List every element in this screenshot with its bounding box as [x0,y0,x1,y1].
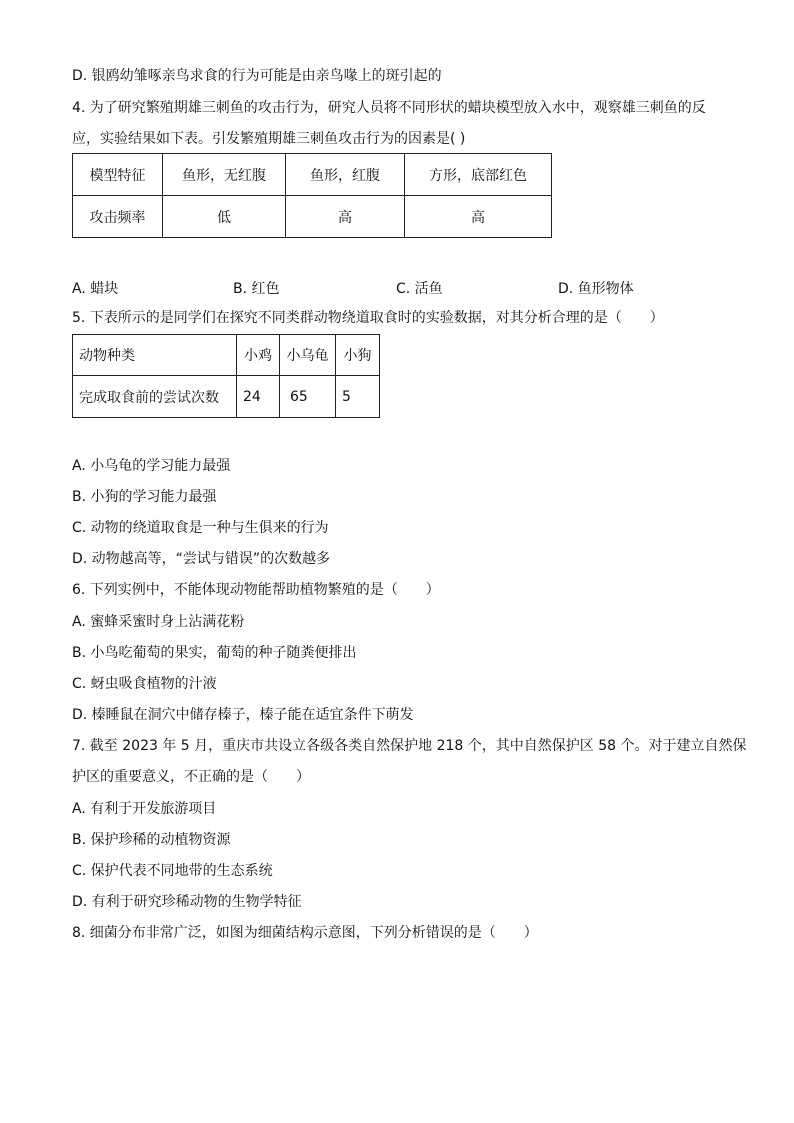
q4-option-b[interactable]: B. 红色 [233,281,280,297]
table-cell: 方形，底部红色 [405,154,552,196]
table-cell: 小鸡 [237,335,280,376]
table-cell: 攻击频率 [73,196,163,238]
q4-option-a[interactable]: A. 蜡块 [72,281,119,297]
table-cell: 完成取食前的尝试次数 [73,376,237,418]
q7-option-a[interactable]: A. 有利于开发旅游项目 [72,801,217,817]
q5-table [72,334,380,418]
table-row [73,154,552,196]
q6-option-c[interactable]: C. 蚜虫吸食植物的汁液 [72,676,217,692]
q7-stem-line1: 7. 截至 2023 年 5 月，重庆市共设立各级各类自然保护地 218 个，其中自然保护区 58 个。对于建立自然保 [72,738,747,754]
q3-option-d: D. 银鸥幼雏啄亲鸟求食的行为可能是由亲鸟喙上的斑引起的 [72,68,442,84]
q8-stem: 8. 细菌分布非常广泛，如图为细菌结构示意图，下列分析错误的是（ ） [72,925,538,941]
table-cell: 鱼形，无红腹 [163,154,286,196]
q7-option-c[interactable]: C. 保护代表不同地带的生态系统 [72,863,273,879]
q4-stem-line1: 4. 为了研究繁殖期雄三刺鱼的攻击行为，研究人员将不同形状的蜡块模型放入水中，观察雄三刺鱼的反 [72,100,706,116]
table-cell: 24 [237,376,280,418]
q5-option-b[interactable]: B. 小狗的学习能力最强 [72,489,217,505]
q4-options [72,278,722,296]
q7-option-d[interactable]: D. 有利于研究珍稀动物的生物学特征 [72,894,302,910]
q5-option-a[interactable]: A. 小乌龟的学习能力最强 [72,458,231,474]
q4-stem-line2: 应，实验结果如下表。引发繁殖期雄三刺鱼攻击行为的因素是( ) [72,131,466,147]
table-cell: 小乌龟 [280,335,336,376]
table-cell: 动物种类 [73,335,237,376]
q6-option-b[interactable]: B. 小鸟吃葡萄的果实，葡萄的种子随粪便排出 [72,645,357,661]
q4-table [72,153,552,238]
q6-option-a[interactable]: A. 蜜蜂采蜜时身上沾满花粉 [72,614,245,630]
table-cell: 小狗 [336,335,380,376]
q7-option-b[interactable]: B. 保护珍稀的动植物资源 [72,832,231,848]
table-cell: 模型特征 [73,154,163,196]
q4-option-c[interactable]: C. 活鱼 [396,281,443,297]
table-cell: 65 [280,376,336,418]
q6-stem: 6. 下列实例中，不能体现动物能帮助植物繁殖的是（ ） [72,582,440,598]
q5-stem: 5. 下表所示的是同学们在探究不同类群动物绕道取食时的实验数据，对其分析合理的是（ ） [72,310,664,326]
table-cell: 鱼形，红腹 [286,154,405,196]
q6-option-d[interactable]: D. 榛睡鼠在洞穴中储存榛子，榛子能在适宜条件下萌发 [72,707,414,723]
table-cell: 低 [163,196,286,238]
q5-option-c[interactable]: C. 动物的绕道取食是一种与生俱来的行为 [72,520,329,536]
table-row [73,376,380,418]
table-row [73,196,552,238]
table-cell: 高 [286,196,405,238]
q4-option-d[interactable]: D. 鱼形物体 [558,281,634,297]
table-cell: 高 [405,196,552,238]
q7-stem-line2: 护区的重要意义，不正确的是（ ） [72,769,310,785]
table-row [73,335,380,376]
q5-option-d[interactable]: D. 动物越高等，“尝试与错误”的次数越多 [72,551,331,567]
table-cell: 5 [336,376,380,418]
